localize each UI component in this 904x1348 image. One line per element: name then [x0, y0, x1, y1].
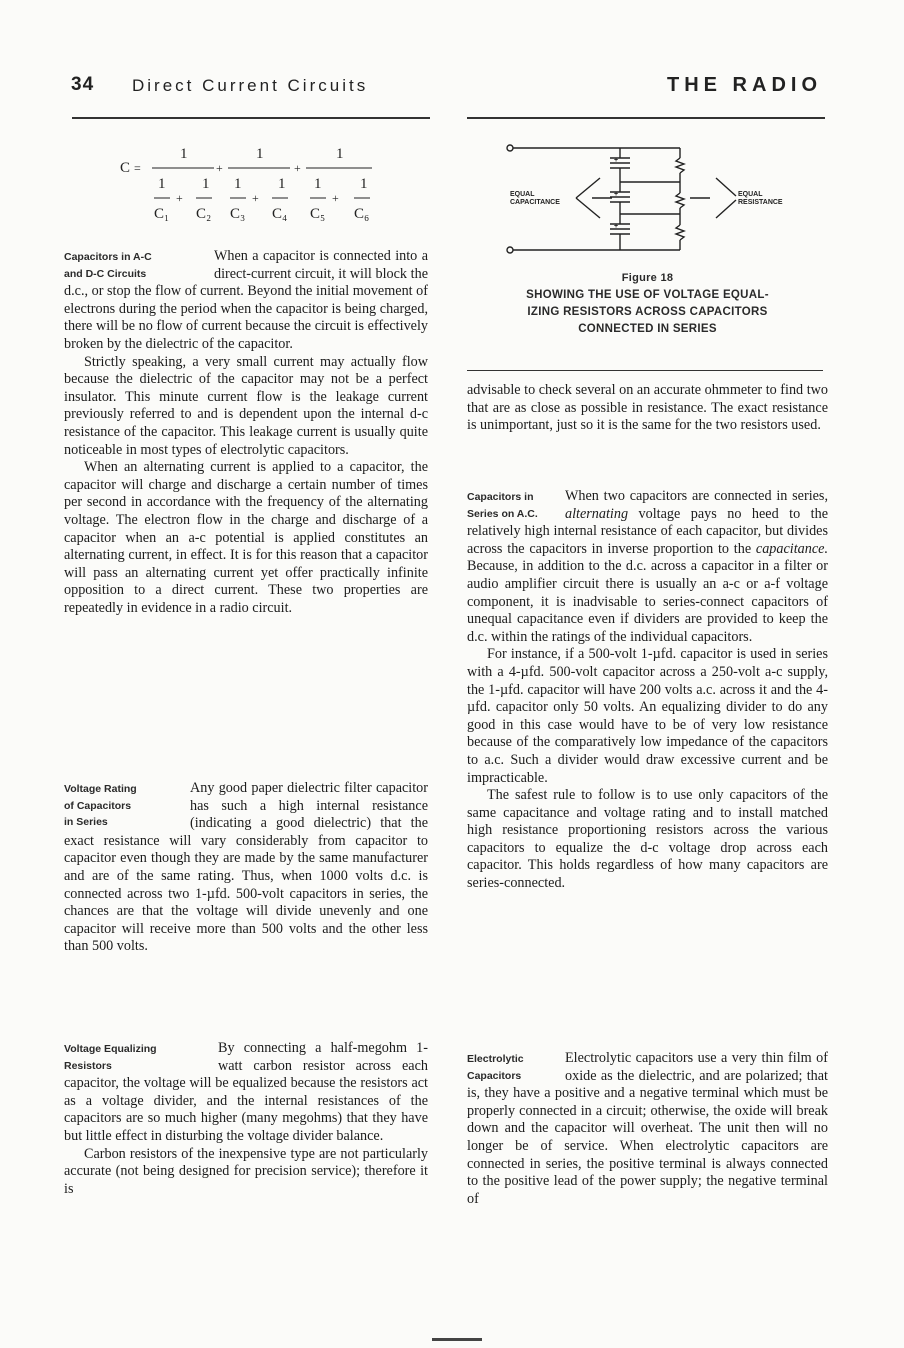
capacitor-symbol: [610, 192, 630, 202]
capacitor-symbol: [610, 158, 630, 168]
formula-sub-plus: +: [176, 191, 183, 205]
terminal-bottom: [507, 247, 513, 253]
equal-resistance-label: EQUAL: [738, 191, 763, 198]
formula-den: C₆: [354, 206, 370, 222]
header-rule-right: [467, 117, 825, 119]
figure-18-schematic: [500, 138, 800, 260]
formula-sub-num: 1: [278, 176, 286, 192]
series-capacitance-formula: [120, 138, 400, 230]
side-heading: Electrolytic Capacitors: [467, 1053, 524, 1082]
formula-den: C₄: [272, 206, 288, 222]
figure-caption: [467, 270, 828, 338]
terminal-top: [507, 145, 513, 151]
caption-line: CONNECTED IN SERIES: [578, 323, 717, 335]
formula-den: C₁: [154, 206, 170, 222]
paragraph: For instance, if a 500-volt 1-µfd. capacitor is used in series with a 4-µfd. 500-volt capacitor across a 250-volt a-c supply, the 1-µfd. capacitor will have 200 volts a.c. across it and the 4-µfd. capacitor only 50 volts. An equalizing divider to do any good in this case would have to be of very low resistance because of the comparatively low impedance of the capacitors to a.c. Such a divider would draw excessive current and be impracticable.: [467, 646, 828, 786]
figure-number: Figure 18: [621, 272, 674, 284]
page-number: 34: [71, 74, 95, 95]
header-rule-left: [72, 117, 430, 119]
formula-plus-1: +: [216, 161, 223, 175]
side-heading: Voltage Rating of Capacitors in Series: [64, 783, 137, 828]
equal-capacitance-label: CAPACITANCE: [510, 199, 560, 206]
formula-num-2: 1: [256, 146, 264, 162]
left-column-section-2: [64, 780, 428, 956]
chapter-title: Direct Current Circuits: [132, 76, 369, 95]
equal-capacitance-label: EQUAL: [510, 191, 535, 198]
paragraph: When two capacitors are connected in series, alternating voltage pays no heed to the relatively high internal resistance of each capacitor, but divides across the capacitors in inverse proportion to the capacitance. Because, in addition to the d.c. across a capacitor in a filter or audio amplifier circuit there is usually an a-c or a-f voltage component, it is inadvisable to series-connect capacitors of unequal capacitance even if dividers are provided to keep the d.c. within the ratings of the individual capacitors.: [467, 488, 828, 645]
side-heading: Voltage Equalizing Resistors: [64, 1043, 157, 1072]
formula-den: C₅: [310, 206, 326, 222]
formula-sub-num: 1: [314, 176, 322, 192]
book-title: THE RADIO: [667, 74, 822, 96]
formula-plus-2: +: [294, 161, 301, 175]
paragraph: Carbon resistors of the inexpensive type are not particularly accurate (not being designed for precision service); therefore it is: [64, 1145, 428, 1197]
formula-sub-plus: +: [252, 191, 259, 205]
resistor-symbol: [676, 158, 684, 173]
formula-sub-num: 1: [234, 176, 242, 192]
formula-sub-num: 1: [360, 176, 368, 192]
left-column-section-3: [64, 1040, 428, 1198]
caption-line: SHOWING THE USE OF VOLTAGE EQUAL-: [526, 289, 769, 301]
paragraph: Any good paper dielectric filter capacitor has such a high internal resistance (indicating a good dielectric) that the exact resistance will vary considerably from capacitor to capacitor even though they are made by the same manufacturer and are of the same rating. Thus, when 1000 volts d.c. is connected across two 1-µfd. 500-volt capacitors in series, the chances are that the voltage will divide unevenly and one capacitor will receive more than 500 volts and the other less than 500 volts.: [64, 780, 428, 955]
capacitor-symbol: [610, 224, 630, 234]
side-heading: Capacitors in Series on A.C.: [467, 491, 538, 520]
paragraph: advisable to check several on an accurate ohmmeter to find two that are as close as possible in resistance. The exact resistance is unimportant, just so it is the same for the two resistors used.: [467, 382, 828, 434]
formula-lhs: C: [120, 160, 131, 176]
formula-num-3: 1: [336, 146, 344, 162]
formula-den: C₂: [196, 206, 212, 222]
plus-mark: +: [614, 157, 619, 164]
paragraph: When a capacitor is connected into a direct-current circuit, it will block the d.c., or stop the flow of current. Beyond the initial movement of electrons during the period when the capacitor is being charged, there will be no flow of current because the circuit is effectively broken by the dielectric of the capacitor.: [64, 248, 428, 352]
formula-den: C₃: [230, 206, 246, 222]
formula-equals: =: [134, 161, 141, 175]
figure-rule: [467, 370, 823, 371]
plus-mark: +: [614, 191, 619, 198]
right-column-continuation: [467, 382, 828, 435]
formula-sub-num: 1: [202, 176, 210, 192]
page-footer-mark: [432, 1338, 482, 1341]
right-column-section-4: [467, 488, 828, 893]
formula-num-1: 1: [180, 146, 188, 162]
formula-sub-plus: +: [332, 191, 339, 205]
formula-sub-num: 1: [158, 176, 166, 192]
left-column: [64, 248, 428, 617]
caption-line: IZING RESISTORS ACROSS CAPACITORS: [527, 306, 768, 318]
side-heading: Capacitors in A-C and D-C Circuits: [64, 251, 152, 280]
equal-resistance-label: RESISTANCE: [738, 199, 783, 206]
paragraph: Electrolytic capacitors use a very thin film of oxide as the dielectric, and are polarized; that is, they have a positive and a negative terminal which must be properly connected in a circuit; otherwise, the oxide will break down and the capacitor will overheat. The unit then will no longer be of service. When electrolytic capacitors are connected in series, the positive terminal is always connected to the positive lead of the power supply; the negative terminal of: [467, 1050, 828, 1207]
paragraph: By connecting a half-megohm 1-watt carbon resistor across each capacitor, the voltage will be equalized because the resistors act as a voltage divider, and the internal resistances of the capacitors are so much higher (many megohms) that they have but little effect in disturbing the voltage divider balance.: [64, 1040, 428, 1144]
right-column-section-5: [467, 1050, 828, 1208]
resistor-symbol: [676, 193, 684, 208]
paragraph: When an alternating current is applied to a capacitor, the capacitor will charge and discharge a certain number of times per second in accordance with the frequency of the alternating voltage. The electron flow in the charge and discharge of a capacitor when an a-c potential is applied constitutes an alternating current, in effect. It is for this reason that a capacitor will pass an alternating current yet offer practically infinite opposition to a direct current. These two properties are repeatedly in evidence in a radio circuit.: [64, 459, 428, 616]
resistor-symbol: [676, 225, 684, 240]
paragraph: Strictly speaking, a very small current may actually flow because the dielectric of the capacitor may not be a perfect insulator. This minute current flow is the leakage current previously referred to and is dependent upon the internal d-c resistance of the capacitor. This leakage current is usually quite noticeable in most types of electrolytic capacitors.: [64, 353, 428, 458]
paragraph: The safest rule to follow is to use only capacitors of the same capacitance and voltage rating and to install matched high resistance proportioning resistors across the various capacitors to equalize the d-c voltage drop across each capacitor. This holds regardless of how many capacitors are series-connected.: [467, 787, 828, 892]
plus-mark: +: [614, 223, 619, 230]
section-capacitors-ac-dc: [64, 248, 428, 617]
